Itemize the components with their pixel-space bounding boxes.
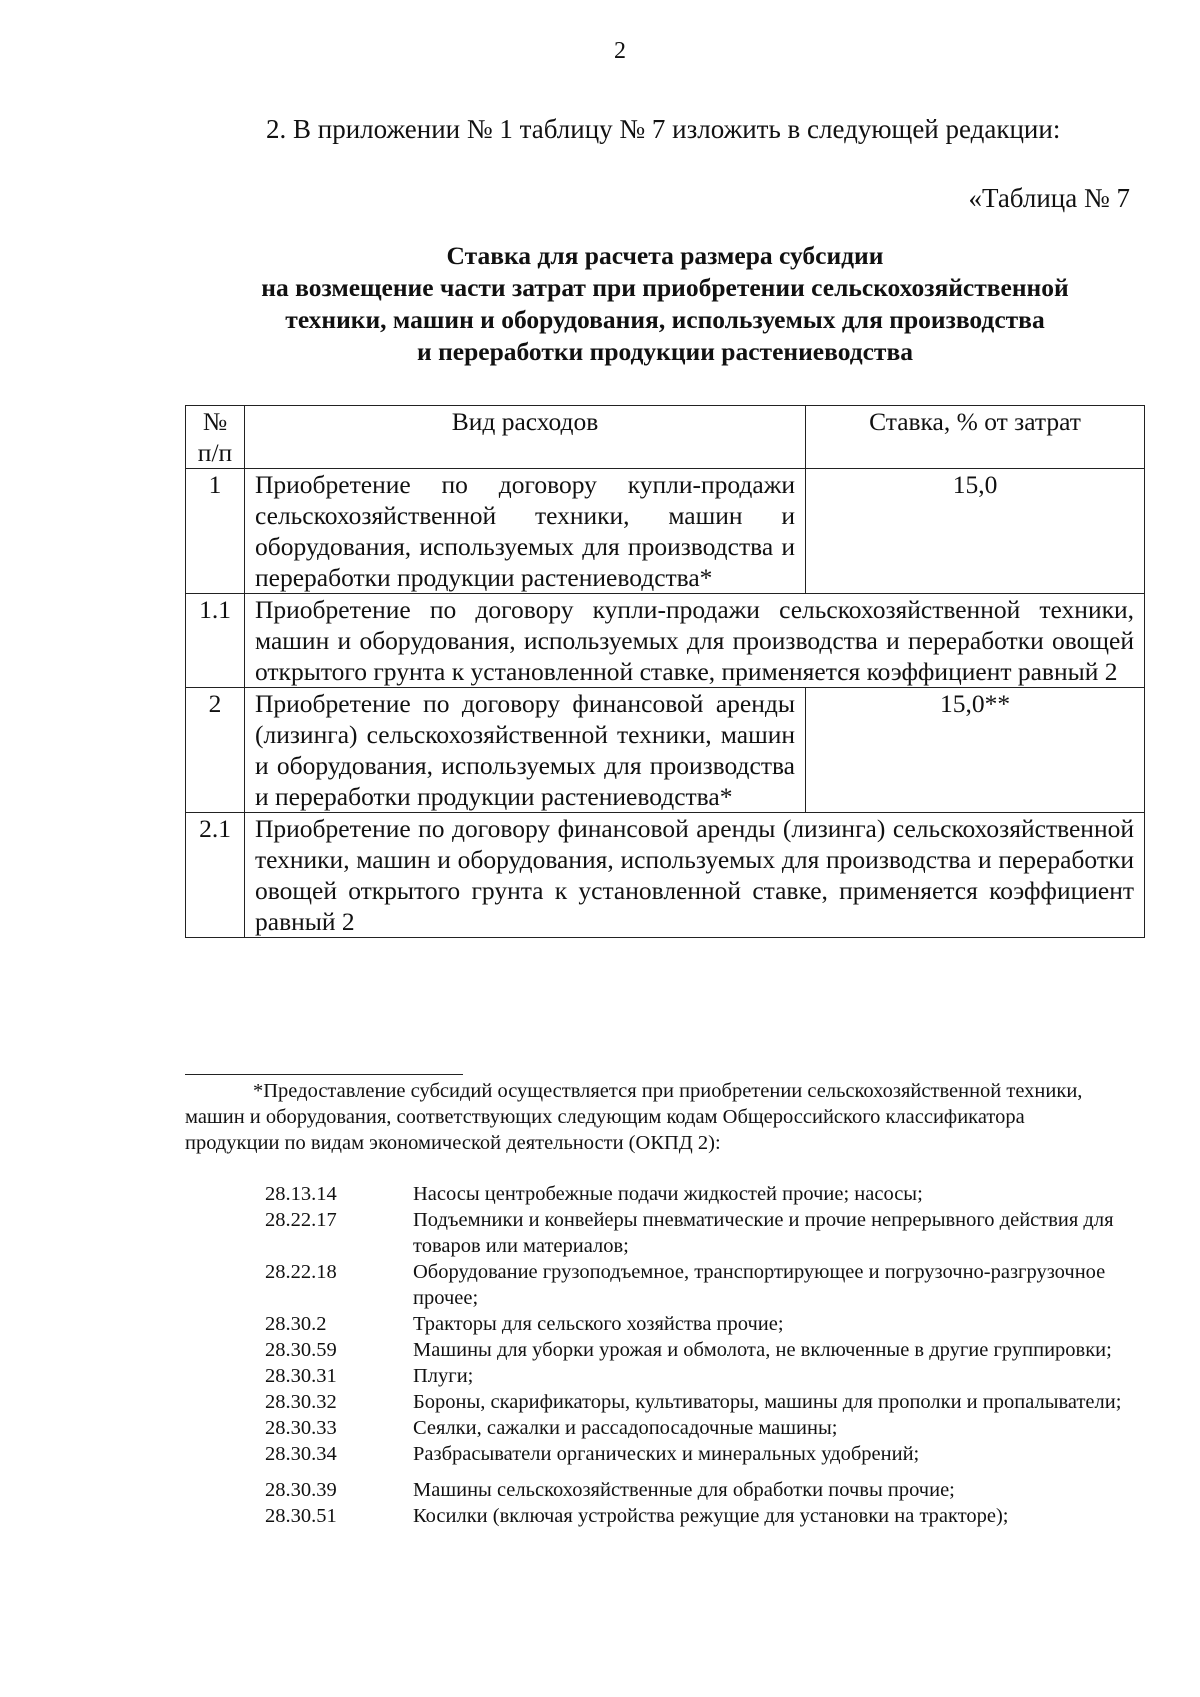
row-rate: 15,0** xyxy=(806,688,1145,813)
footnote xyxy=(185,1078,1095,1156)
okpd-code-list xyxy=(265,1181,1125,1529)
okpd-code: 28.30.33 xyxy=(265,1417,337,1439)
list-item xyxy=(265,1259,1125,1311)
okpd-code: 28.30.59 xyxy=(265,1339,337,1361)
list-item xyxy=(265,1415,1125,1441)
footnote-text: *Предоставление субсидий осуществляется при приобретении сельскохозяйственной техники, машин и оборудования, соответствующих следующим кодам Общероссийского классификатора продукции по видам экономической деятельности (ОКПД 2): xyxy=(185,1080,1083,1154)
okpd-description: Машины сельскохозяйственные для обработки почвы прочие; xyxy=(413,1479,955,1501)
list-item xyxy=(265,1363,1125,1389)
list-item xyxy=(265,1441,1125,1467)
okpd-description: Бороны, скарификаторы, культиваторы, машины для прополки и пропалыватели; xyxy=(413,1391,1122,1413)
row-number: 1.1 xyxy=(186,594,245,688)
title-line: техники, машин и оборудования, используемых для производства xyxy=(285,305,1045,334)
okpd-code: 28.30.31 xyxy=(265,1365,337,1387)
row-expense-type: Приобретение по договору купли-продажи сельскохозяйственной техники, машин и оборудования, используемых для производства и переработки овощей открытого грунта к установленной ставке, применяется коэффициент равный 2 xyxy=(245,594,1145,688)
okpd-description: Оборудование грузоподъемное, транспортирующее и погрузочно-разгрузочное прочее; xyxy=(413,1261,1106,1309)
table-row xyxy=(186,813,1145,938)
table-row xyxy=(186,688,1145,813)
row-expense-type: Приобретение по договору финансовой аренды (лизинга) сельскохозяйственной техники, машин и оборудования, используемых для производства и переработки продукции растениеводства* xyxy=(245,688,806,813)
okpd-description: Сеялки, сажалки и рассадопосадочные машины; xyxy=(413,1417,838,1439)
okpd-code: 28.30.34 xyxy=(265,1443,337,1465)
footnote-divider xyxy=(185,1074,463,1075)
okpd-description: Косилки (включая устройства режущие для установки на тракторе); xyxy=(413,1505,1009,1527)
header-rate: Ставка, % от затрат xyxy=(806,406,1145,469)
okpd-code: 28.30.32 xyxy=(265,1391,337,1413)
list-item xyxy=(265,1207,1125,1259)
title-line: Ставка для расчета размера субсидии xyxy=(446,241,884,270)
table-row xyxy=(186,594,1145,688)
okpd-code: 28.22.17 xyxy=(265,1209,337,1231)
list-item xyxy=(265,1311,1125,1337)
page-number: 2 xyxy=(614,38,626,64)
header-number: № п/п xyxy=(186,406,245,469)
table-label: «Таблица № 7 xyxy=(968,183,1130,213)
list-item xyxy=(265,1181,1125,1207)
row-number: 2.1 xyxy=(186,813,245,938)
table-row xyxy=(186,469,1145,594)
title-line: и переработки продукции растениеводства xyxy=(417,337,913,366)
okpd-code: 28.30.51 xyxy=(265,1505,337,1527)
row-expense-type: Приобретение по договору финансовой аренды (лизинга) сельскохозяйственной техники, машин и оборудования, используемых для производства и переработки овощей открытого грунта к установленной ставке, применяется коэффициент равный 2 xyxy=(245,813,1145,938)
row-expense-type: Приобретение по договору купли-продажи сельскохозяйственной техники, машин и оборудования, используемых для производства и переработки продукции растениеводства* xyxy=(245,469,806,594)
table-header-row xyxy=(186,406,1145,469)
rates-table xyxy=(185,405,1145,938)
okpd-description: Разбрасыватели органических и минеральных удобрений; xyxy=(413,1443,920,1465)
okpd-code: 28.30.2 xyxy=(265,1313,327,1335)
okpd-description: Насосы центробежные подачи жидкостей прочие; насосы; xyxy=(413,1183,923,1205)
list-item xyxy=(265,1503,1125,1529)
okpd-description: Машины для уборки урожая и обмолота, не включенные в другие группировки; xyxy=(413,1339,1112,1361)
list-item xyxy=(265,1337,1125,1363)
intro-paragraph: 2. В приложении № 1 таблицу № 7 изложить в следующей редакции: xyxy=(266,114,1061,144)
row-number: 2 xyxy=(186,688,245,813)
okpd-description: Плуги; xyxy=(413,1365,474,1387)
okpd-code: 28.30.39 xyxy=(265,1479,337,1501)
header-expense-type: Вид расходов xyxy=(245,406,806,469)
okpd-code: 28.22.18 xyxy=(265,1261,337,1283)
list-item xyxy=(265,1389,1125,1415)
okpd-description: Тракторы для сельского хозяйства прочие; xyxy=(413,1313,784,1335)
row-number: 1 xyxy=(186,469,245,594)
title-line: на возмещение части затрат при приобретении сельскохозяйственной xyxy=(261,273,1069,302)
okpd-code: 28.13.14 xyxy=(265,1183,337,1205)
document-title xyxy=(185,240,1145,368)
list-item xyxy=(265,1477,1125,1503)
okpd-description: Подъемники и конвейеры пневматические и прочие непрерывного действия для товаров или материалов; xyxy=(413,1209,1114,1257)
row-rate: 15,0 xyxy=(806,469,1145,594)
